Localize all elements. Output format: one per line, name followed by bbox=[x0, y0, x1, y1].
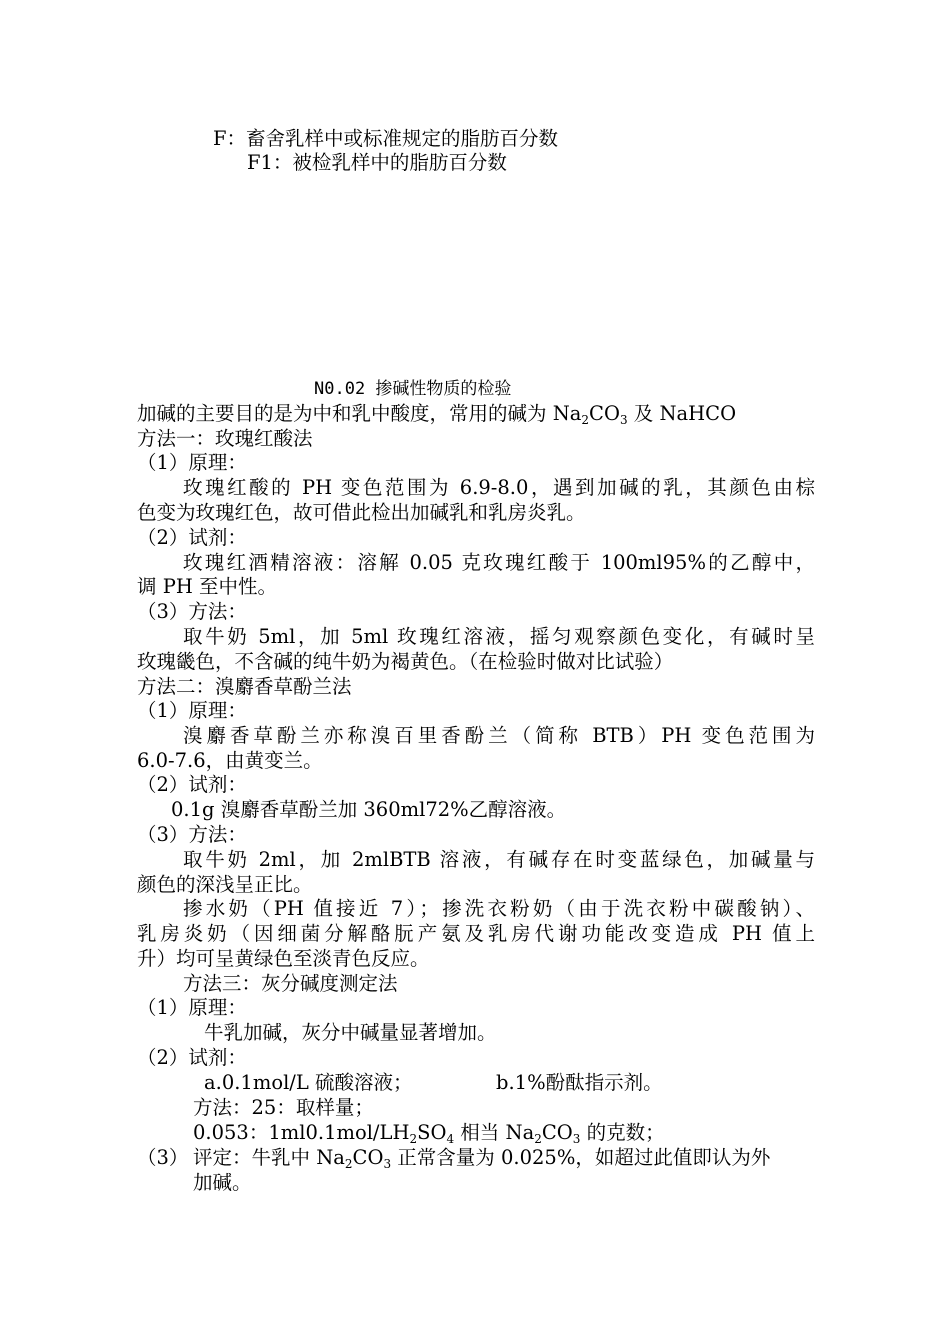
method1-reagent-text: 玫瑰红酒精溶液：溶解 0.05 克玫瑰红酸于 100ml95%的乙醇中， bbox=[183, 551, 815, 574]
method3-reagent-a: a.0.1mol/L 硫酸溶液； bbox=[204, 1071, 413, 1094]
method2-reagent-label: （2）试剂： bbox=[137, 773, 247, 796]
method2-principle-text: 溴麝香草酚兰亦称溴百里香酚兰（简称 BTB）PH 变色范围为 bbox=[183, 724, 815, 747]
method3-factor-line: 0.053：$1ml0.1mol/LH_2SO_4$ 相当 $Na_2CO_3$ 的克数； bbox=[193, 1121, 665, 1146]
method3-reagent-label: （2）试剂： bbox=[137, 1046, 247, 1069]
method2-principle-text-cont: 6.0-7.6，由黄变兰。 bbox=[137, 749, 323, 772]
f-definition: F：畜舍乳样中或标准规定的脂肪百分数 bbox=[213, 127, 559, 150]
method2-method-text-cont: 颜色的深浅呈正比。 bbox=[137, 873, 313, 896]
method1-method-label: （3）方法： bbox=[137, 600, 247, 623]
method3-eval-text: 评定：牛乳中 $Na_2CO_3$ 正常含量为 0.025%，如超过此值即认为外 bbox=[193, 1146, 771, 1171]
method3-title: 方法三：灰分碱度测定法 bbox=[183, 972, 398, 995]
method1-title: 方法一：玫瑰红酸法 bbox=[137, 427, 313, 450]
method2-principle-label: （1）原理： bbox=[137, 699, 247, 722]
method1-reagent-label: （2）试剂： bbox=[137, 526, 247, 549]
method2-note-text-end: 升）均可呈黄绿色至淡青色反应。 bbox=[137, 947, 430, 970]
f1-definition: F1：被检乳样中的脂肪百分数 bbox=[247, 151, 507, 174]
intro-paragraph: 加碱的主要目的是为中和乳中酸度，常用的碱为 $Na_2CO_3$ 及 NaHCO bbox=[137, 402, 737, 427]
method3-principle-text: 牛乳加碱，灰分中碱量显著增加。 bbox=[204, 1021, 497, 1044]
method1-principle-text-cont: 色变为玫瑰红色，故可借此检出加碱乳和乳房炎乳。 bbox=[137, 501, 586, 524]
method2-note-text-cont: 乳房炎奶（因细菌分解酪朊产氨及乳房代谢功能改变造成 PH 值上 bbox=[137, 922, 815, 945]
method3-eval-label: （3） bbox=[137, 1146, 189, 1169]
method3-eval-text-cont: 加碱。 bbox=[193, 1171, 252, 1194]
method2-note-text: 掺水奶（PH 值接近 7）；掺洗衣粉奶（由于洗衣粉中碳酸钠）、 bbox=[183, 897, 815, 920]
method2-title: 方法二：溴麝香草酚兰法 bbox=[137, 675, 352, 698]
method1-method-text-cont: 玫瑰畿色，不含碱的纯牛奶为褐黄色。（在检验时做对比试验） bbox=[137, 650, 674, 673]
method2-method-label: （3）方法： bbox=[137, 823, 247, 846]
method1-reagent-text-cont: 调 PH 至中性。 bbox=[137, 575, 278, 598]
section-title: N0.02 掺碱性物质的检验 bbox=[314, 379, 512, 399]
method3-principle-label: （1）原理： bbox=[137, 996, 247, 1019]
method1-principle-label: （1）原理： bbox=[137, 451, 247, 474]
method3-method-line: 方法：25：取样量； bbox=[193, 1096, 374, 1119]
method2-method-text: 取牛奶 2ml，加 2mlBTB 溶液，有碱存在时变蓝绿色，加碱量与 bbox=[183, 848, 815, 871]
method3-reagent-b: b.1%酚酞指示剂。 bbox=[496, 1071, 663, 1094]
method1-principle-text: 玫瑰红酸的 PH 变色范围为 6.9-8.0，遇到加碱的乳，其颜色由棕 bbox=[183, 476, 815, 499]
method1-method-text: 取牛奶 5ml，加 5ml 玫瑰红溶液，摇匀观察颜色变化，有碱时呈 bbox=[183, 625, 815, 648]
method2-reagent-text: 0.1g 溴麝香草酚兰加 360ml72%乙醇溶液。 bbox=[171, 798, 567, 821]
